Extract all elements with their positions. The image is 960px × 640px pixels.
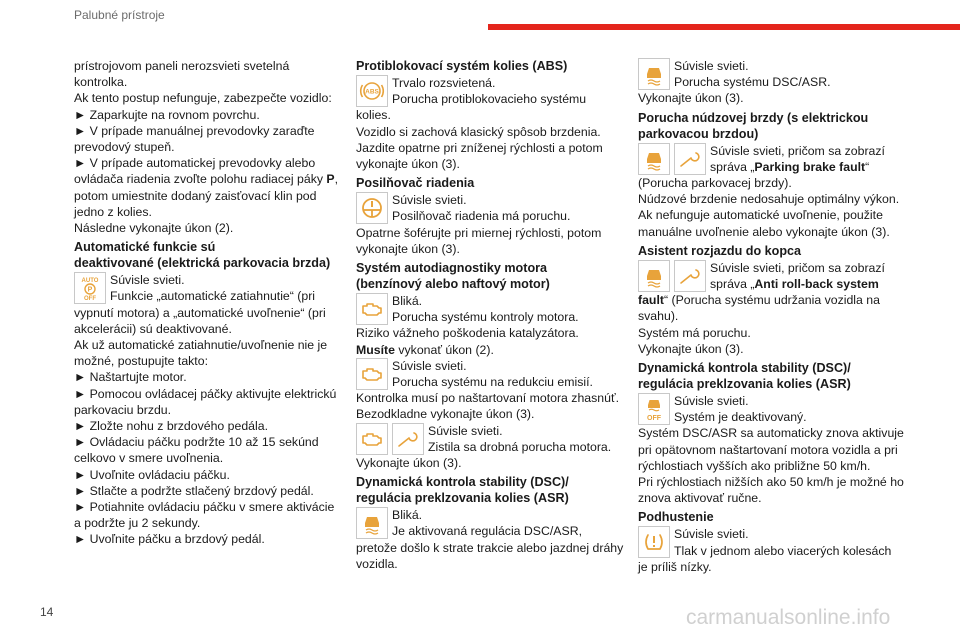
header-accent-bar bbox=[488, 24, 960, 30]
text-line: Pri rýchlostiach nižších ako 50 km/h je možné ho bbox=[638, 475, 904, 490]
text-line: možné, postupujte takto: bbox=[74, 354, 208, 369]
text-line: Ak už automatické zatiahnutie/uvoľnenie nie je bbox=[74, 338, 328, 353]
text-line: Vykonajte úkon (3). bbox=[356, 456, 462, 471]
column-2 bbox=[356, 58, 628, 572]
engine-icon bbox=[356, 293, 388, 325]
section-heading: Protiblokovací systém kolies (ABS) bbox=[356, 59, 568, 73]
indicator-row: Súvisle svieti. Porucha systému DSC/ASR. bbox=[638, 58, 910, 90]
text-line: fault“ (Porucha systému udržania vozidla na bbox=[638, 293, 880, 308]
text-line: Ak nefunguje automatické uvoľnenie, použite bbox=[638, 208, 883, 223]
skid-car-off-icon bbox=[638, 393, 670, 425]
text-line: Následne vykonajte úkon (2). bbox=[74, 221, 234, 236]
indicator-row: ABS Trvalo rozsvietená. Porucha protiblokovacieho systému bbox=[356, 75, 628, 107]
text-line: Systém má poruchu. bbox=[638, 325, 751, 340]
text-line: manuálne uvoľnenie alebo vykonajte úkon (3). bbox=[638, 224, 890, 239]
running-header: Palubné prístroje bbox=[74, 8, 165, 22]
text-line: ► V prípade automatickej prevodovky alebo bbox=[74, 156, 316, 171]
tyre-pressure-icon bbox=[638, 526, 670, 558]
skid-car-icon bbox=[356, 507, 388, 539]
text-line: prístrojovom paneli nerozsvieti svetelná bbox=[74, 59, 290, 73]
text-line: prevodový stupeň. bbox=[74, 140, 175, 155]
column-1 bbox=[74, 58, 344, 548]
text-line: ► Ovládaciu páčku podržte 10 až 15 sekúnd bbox=[74, 435, 319, 450]
text-line: rýchlostiach vyšších ako približne 50 km/h. bbox=[638, 458, 871, 473]
text-line: ► Naštartujte motor. bbox=[74, 370, 187, 385]
text-line: ► Potiahnite ovládaciu páčku v smere aktivácie bbox=[74, 500, 335, 515]
page-number: 14 bbox=[40, 605, 54, 619]
text-line: pri opätovnom naštartovaní motora vozidla a pri bbox=[638, 442, 898, 457]
section-heading: Systém autodiagnostiky motora (benzínový alebo naftový motor) bbox=[356, 261, 550, 292]
text-line: potom umiestnite dodaný zaisťovací klin pod bbox=[74, 188, 317, 203]
indicator-row: OFF Súvisle svieti. Systém je deaktivovaný. bbox=[638, 393, 910, 425]
wrench-icon bbox=[674, 143, 706, 175]
indicator-row: Súvisle svieti, pričom sa zobrazí správa „Anti roll-back system bbox=[638, 260, 910, 292]
skid-car-icon bbox=[638, 260, 670, 292]
text-line: ► Zložte nohu z brzdového pedála. bbox=[74, 419, 269, 434]
steering-warning-icon bbox=[356, 192, 388, 224]
text-line: pretože došlo k strate trakcie alebo jazdnej dráhy bbox=[356, 540, 624, 555]
text-line: vozidla. bbox=[356, 556, 398, 571]
text-line: (Porucha parkovacej brzdy). bbox=[638, 176, 792, 191]
text-line: a podržte ju 2 sekundy. bbox=[74, 516, 201, 531]
section-heading: Dynamická kontrola stability (DSC)/ regulácia preklzovania kolies (ASR) bbox=[356, 475, 569, 506]
section-heading: Podhustenie bbox=[638, 510, 714, 525]
text-line: akcelerácii) sú deaktivované. bbox=[74, 321, 232, 336]
text-line: ovládača riadenia zvoľte polohu radiacej páky P, bbox=[74, 172, 339, 187]
indicator-row: Súvisle svieti. Porucha systému na redukciu emisií. bbox=[356, 358, 628, 390]
section-heading: Dynamická kontrola stability (DSC)/ regulácia preklzovania kolies (ASR) bbox=[638, 361, 851, 392]
text-line: znova aktivovať ručne. bbox=[638, 491, 762, 506]
svg-text:ABS: ABS bbox=[365, 88, 379, 96]
section-heading: Posilňovač riadenia bbox=[356, 176, 475, 191]
indicator-row: Súvisle svieti. Tlak v jednom alebo viacerých kolesách bbox=[638, 526, 910, 558]
engine-icon bbox=[356, 358, 388, 390]
text-line: ► V prípade manuálnej prevodovky zaraďte bbox=[74, 123, 315, 138]
watermark: carmanualsonline.info bbox=[686, 606, 891, 629]
text-line: ► Uvoľnite ovládaciu páčku. bbox=[74, 467, 230, 482]
indicator-row: Bliká. Porucha systému kontroly motora. bbox=[356, 293, 628, 325]
text-line: jedno z kolies. bbox=[74, 204, 152, 219]
auto-off-park-icon bbox=[74, 272, 106, 304]
section-heading: Porucha núdzovej brzdy (s elektrickou parkovacou brzdou) bbox=[638, 110, 869, 141]
text-line: Núdzové brzdenie nedosahuje optimálny výkon. bbox=[638, 192, 900, 207]
text-line: Ak tento postup nefunguje, zabezpečte vozidlo: bbox=[74, 91, 332, 106]
text-line: Opatrne šoférujte pri miernej rýchlosti, potom bbox=[356, 225, 602, 240]
text-line: ► Uvoľnite páčku a brzdový pedál. bbox=[74, 532, 265, 547]
text-line: vykonajte úkon (3). bbox=[356, 157, 460, 172]
skid-car-icon bbox=[638, 58, 670, 90]
svg-text:OFF: OFF bbox=[84, 296, 96, 302]
column-3 bbox=[638, 58, 910, 575]
wrench-icon bbox=[674, 260, 706, 292]
indicator-row: Súvisle svieti, pričom sa zobrazí správa „Parking brake fault“ bbox=[638, 143, 910, 175]
abs-icon bbox=[356, 75, 388, 107]
svg-text:AUTO: AUTO bbox=[81, 278, 99, 285]
indicator-row: Súvisle svieti. Zistila sa drobná porucha motora. bbox=[356, 423, 628, 455]
indicator-row: Bliká. Je aktivovaná regulácia DSC/ASR, bbox=[356, 507, 628, 539]
text-line: vypnutí motora) a „automatické uvoľnenie“ (pri bbox=[74, 305, 326, 320]
text-line: Jazdite opatrne pri zníženej rýchlosti a potom bbox=[356, 140, 603, 155]
text-line: Musíte vykonať úkon (2). bbox=[356, 342, 494, 357]
engine-icon bbox=[356, 423, 388, 455]
text-line: vykonajte úkon (3). bbox=[356, 241, 460, 256]
text-line: kontrolka. bbox=[74, 75, 128, 90]
text-line: je príliš nízky. bbox=[638, 559, 712, 574]
text-line: Vozidlo si zachová klasický spôsob brzdenia. bbox=[356, 124, 601, 139]
text-line: ► Stlačte a podržte stlačený brzdový pedál. bbox=[74, 483, 314, 498]
svg-text:OFF: OFF bbox=[647, 415, 661, 423]
indicator-row: Súvisle svieti. Posilňovač riadenia má poruchu. bbox=[356, 192, 628, 224]
text-line: ► Zaparkujte na rovnom povrchu. bbox=[74, 107, 260, 122]
text-line: Vykonajte úkon (3). bbox=[638, 341, 744, 356]
wrench-icon bbox=[392, 423, 424, 455]
text-line: Vykonajte úkon (3). bbox=[638, 91, 744, 106]
text-line: ► Pomocou ovládacej páčky aktivujte elektrickú bbox=[74, 386, 337, 401]
text-line: parkovaciu brzdu. bbox=[74, 402, 172, 417]
text-line: svahu). bbox=[638, 309, 679, 324]
section-heading: Automatické funkcie sú deaktivované (elektrická parkovacia brzda) bbox=[74, 240, 331, 271]
skid-car-icon bbox=[638, 143, 670, 175]
text-line: Systém DSC/ASR sa automaticky znova aktivuje bbox=[638, 426, 904, 441]
text-line: Kontrolka musí po naštartovaní motora zhasnúť. bbox=[356, 391, 619, 406]
section-heading: Asistent rozjazdu do kopca bbox=[638, 243, 802, 258]
text-line: kolies. bbox=[356, 108, 391, 123]
indicator-row: AUTO P OFF Súvisle svieti. Funkcie „automatické zatiahnutie“ (pri bbox=[74, 272, 344, 304]
svg-text:P: P bbox=[87, 286, 93, 294]
text-line: celkovo v smere uvoľnenia. bbox=[74, 451, 224, 466]
text-line: Riziko vážneho poškodenia katalyzátora. bbox=[356, 326, 579, 341]
text-line: Bezodkladne vykonajte úkon (3). bbox=[356, 407, 535, 422]
